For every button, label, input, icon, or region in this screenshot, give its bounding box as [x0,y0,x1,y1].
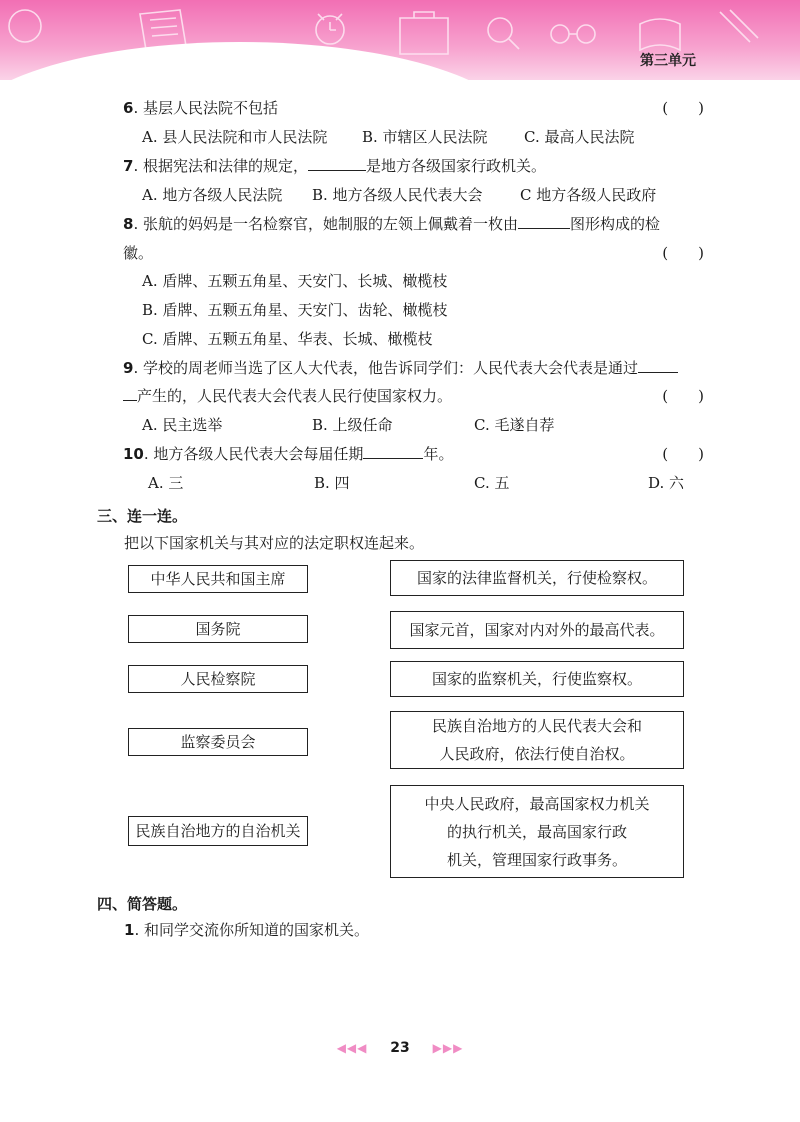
matching-right-box[interactable] [390,711,684,769]
answer-blank-cont [123,386,137,401]
section-title: 四、简答题。 [97,895,188,913]
question-stem: 基层人民法院不包括 [142,99,278,117]
question-stem-line2: 徽。 [123,244,154,262]
question-6: 6. 基层人民法院不包括 ( ) [123,99,704,117]
option: C. 最高人民法院 [524,128,635,146]
question-stem: 学校的周老师当选了区人大代表，他告诉同学们：人民代表大会代表是通过 [142,359,638,377]
answer-blank [363,444,423,459]
answer-bracket: ( ) [662,387,704,405]
box-text-line: 中央人民政府，最高国家权力机关 [424,794,650,813]
question-7: 7. 根据宪法和法律的规定， 是地方各级国家行政机关。 [123,157,547,175]
question-stem-end: 是地方各级国家行政机关。 [366,157,547,175]
question-stem: 地方各级人民代表大会每届任期 [153,445,364,463]
answer-bracket: ( ) [662,445,704,463]
question-number: 10 [123,445,144,463]
answer-bracket: ( ) [662,99,704,117]
question-stem-line2: 产生的，人民代表大会代表人民行使国家权力。 [137,387,453,405]
right-arrows-icon: ▶▶▶ [432,1041,464,1055]
option: A. 地方各级人民法院 [142,186,283,204]
section-title: 三、连一连。 [97,507,188,525]
question-10: 10. 地方各级人民代表大会每届任期 年。 ( ) [123,445,704,463]
option: C 地方各级人民政府 [520,186,657,204]
option: B. 盾牌、五颗五角星、天安门、齿轮、橄榄枝 [142,301,448,319]
matching-left-box[interactable]: 监察委员会 [128,728,308,756]
question-number: 1 [124,921,135,939]
option: A. 民主选举 [142,416,223,434]
answer-blank [518,214,570,229]
box-text-line: 机关，管理国家行政事务。 [446,850,627,869]
option: A. 县人民法院和市人民法院 [142,128,328,146]
option: D. 六 [648,474,685,492]
left-arrows-icon: ◀◀◀ [336,1041,368,1055]
box-text-line: 民族自治地方的人民代表大会和 [431,717,642,735]
question-8-line2 [123,243,704,263]
section-instruction: 把以下国家机关与其对应的法定职权连起来。 [124,534,425,552]
option: C. 盾牌、五颗五角星、华表、长城、橄榄枝 [142,330,433,348]
matching-right-box[interactable] [390,661,684,697]
box-text-line: 国家的法律监督机关，行使检察权。 [416,569,657,587]
question-number: 8 [123,215,134,233]
box-text-line: 的执行机关，最高国家行政 [446,822,627,841]
question-number: 6 [123,99,134,117]
matching-right-box[interactable] [390,611,684,649]
option: A. 盾牌、五颗五角星、天安门、长城、橄榄枝 [142,272,448,290]
question-stem: 张航的妈妈是一名检察官，她制服的左领上佩戴着一枚由 [142,215,518,233]
option: C. 毛遂自荐 [474,416,555,434]
question-number: 7 [123,157,134,175]
matching-left-box[interactable]: 民族自治地方的自治机关 [128,816,308,846]
matching-left-box[interactable]: 中华人民共和国主席 [128,565,308,593]
option: B. 地方各级人民代表大会 [312,186,483,204]
question-9: 9. 学校的周老师当选了区人大代表，他告诉同学们：人民代表大会代表是通过 [123,358,704,378]
question-stem-end: 年。 [423,445,454,463]
option: B. 上级任命 [312,416,393,434]
question-stem-end: 图形构成的检 [570,215,661,233]
unit-title: 第三单元 [640,53,696,69]
page-number: 23 [390,1040,410,1056]
answer-blank [638,358,678,373]
matching-right-box[interactable] [390,785,684,878]
box-text-line: 国家的监察机关，行使监察权。 [431,670,642,688]
matching-left-box[interactable]: 人民检察院 [128,665,308,693]
question-9-line2 [123,386,704,406]
short-answer-question: 1. 和同学交流你所知道的国家机关。 [124,921,369,939]
question-stem: 根据宪法和法律的规定， [142,157,308,175]
answer-bracket: ( ) [662,244,704,262]
answer-blank [308,156,366,171]
question-number: 9 [123,359,134,377]
box-text-line: 人民政府，依法行使自治权。 [439,745,635,763]
box-text-line: 国家元首，国家对内对外的最高代表。 [409,621,665,639]
page-footer [0,1040,800,1056]
option: B. 市辖区人民法院 [362,128,488,146]
matching-right-box[interactable] [390,560,684,596]
question-8: 8. 张航的妈妈是一名检察官，她制服的左领上佩戴着一枚由 图形构成的检 [123,215,661,233]
option: A. 三 [148,474,184,492]
option: C. 五 [474,474,510,492]
option: B. 四 [314,474,350,492]
question-stem: 和同学交流你所知道的国家机关。 [143,921,369,939]
matching-left-box[interactable]: 国务院 [128,615,308,643]
